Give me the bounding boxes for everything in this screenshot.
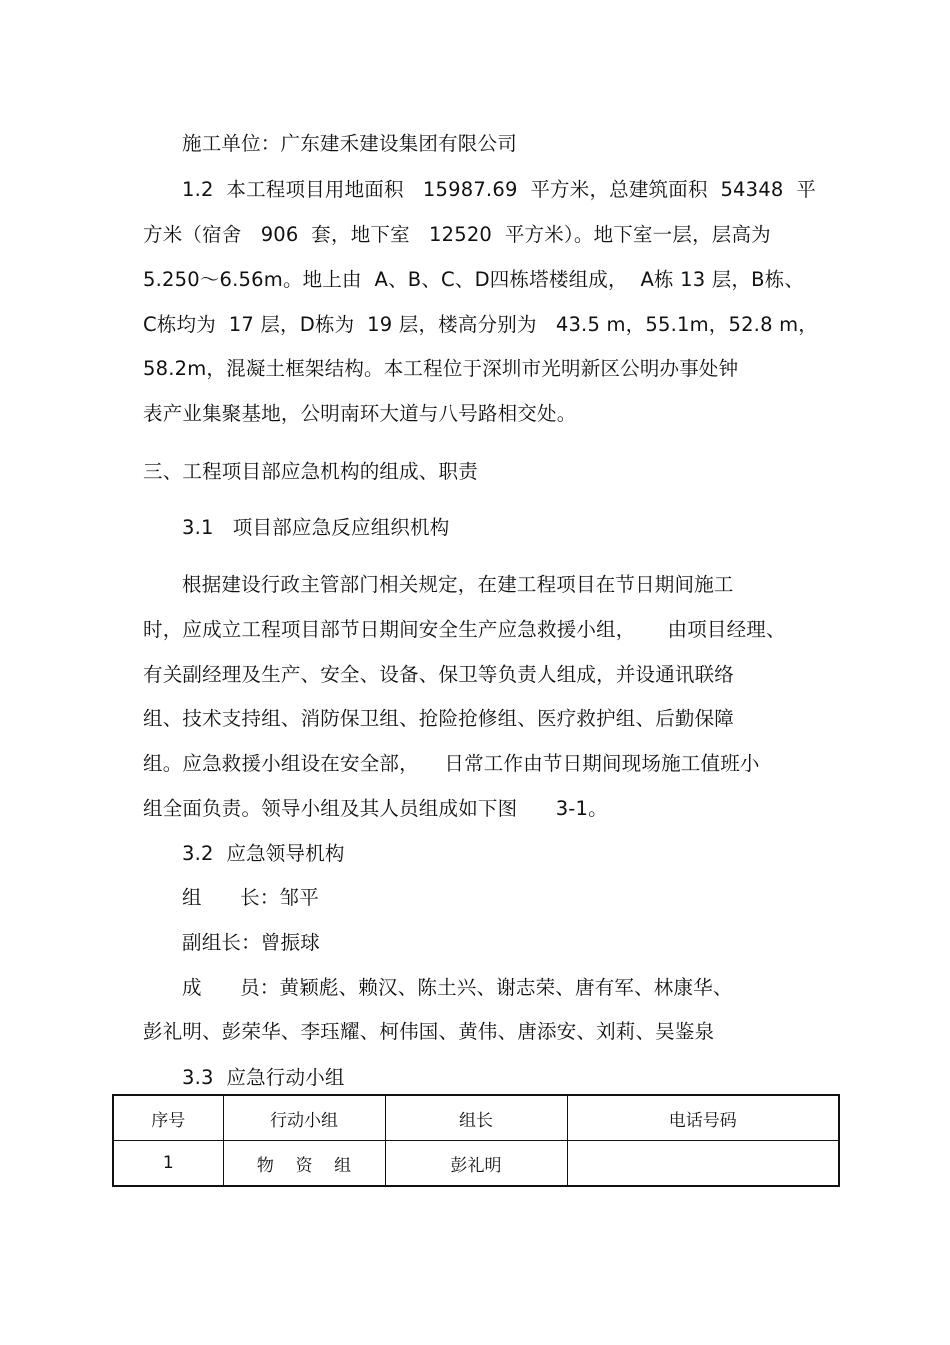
paragraph-1-2-line: 5.250～6.56m。地上由 A、B、C、D四栋塔楼组成， A栋 13 层，B栋、 bbox=[143, 268, 805, 291]
cell-phone bbox=[567, 1141, 839, 1187]
paragraph-3-1-line: 时，应成立工程项目部节日期间安全生产应急救援小组， 由项目经理、 bbox=[143, 618, 786, 641]
paragraph-1-2-line: 方米（宿舍 906 套，地下室 12520 平方米）。地下室一层，层高为 bbox=[143, 223, 771, 246]
paragraph-3-1-line: 根据建设行政主管部门相关规定，在建工程项目在节日期间施工 bbox=[182, 573, 734, 596]
paragraph-1-2-line: 表产业集聚基地，公明南环大道与八号路相交处。 bbox=[143, 402, 577, 425]
section-3-heading: 三、工程项目部应急机构的组成、职责 bbox=[143, 460, 478, 483]
paragraph-1-2-line: C栋均为 17 层，D栋为 19 层，楼高分别为 43.5 m，55.1m，52.8 m， bbox=[143, 313, 818, 336]
table-row bbox=[113, 1141, 839, 1187]
members-line: 成 员：黄颖彪、赖汉、陈土兴、谢志荣、唐有军、林康华、 bbox=[182, 976, 733, 999]
paragraph-1-2-line: 58.2m，混凝土框架结构。本工程位于深圳市光明新区公明办事处钟 bbox=[143, 357, 739, 380]
paragraph-3-1-line: 有关副经理及生产、安全、设备、保卫等负责人组成，并设通讯联络 bbox=[143, 663, 735, 686]
paragraph-3-1-line: 组、技术支持组、消防保卫组、抢险抢修组、医疗救护组、后勤保障 bbox=[143, 707, 735, 730]
action-groups-table bbox=[112, 1094, 840, 1187]
header-leader: 组长 bbox=[385, 1095, 567, 1141]
paragraph-1-2-line: 1.2 本工程项目用地面积 15987.69 平方米，总建筑面积 54348 平 bbox=[182, 178, 816, 201]
header-group: 行动小组 bbox=[223, 1095, 385, 1141]
deputy-leader-line: 副组长：曾振球 bbox=[182, 931, 320, 954]
table-header-row bbox=[113, 1095, 839, 1141]
section-3-3-heading: 3.3 应急行动小组 bbox=[182, 1066, 345, 1089]
header-seq: 序号 bbox=[113, 1095, 223, 1141]
cell-group: 物 资 组 bbox=[223, 1141, 385, 1187]
section-3-2-heading: 3.2 应急领导机构 bbox=[182, 842, 345, 865]
leader-line: 组 长：邹平 bbox=[182, 886, 319, 909]
paragraph-3-1-line: 组全面负责。领导小组及其人员组成如下图 3-1。 bbox=[143, 797, 608, 820]
cell-leader: 彭礼明 bbox=[385, 1141, 567, 1187]
cell-seq: 1 bbox=[113, 1141, 223, 1187]
header-phone: 电话号码 bbox=[567, 1095, 839, 1141]
members-line: 彭礼明、彭荣华、李珏耀、柯伟国、黄伟、唐添安、刘莉、吴鉴泉 bbox=[143, 1020, 715, 1043]
contractor-line: 施工单位：广东建禾建设集团有限公司 bbox=[182, 132, 517, 155]
paragraph-3-1-line: 组。应急救援小组设在安全部， 日常工作由节日期间现场施工值班小 bbox=[143, 752, 760, 775]
section-3-1-heading: 3.1 项目部应急反应组织机构 bbox=[182, 516, 450, 539]
